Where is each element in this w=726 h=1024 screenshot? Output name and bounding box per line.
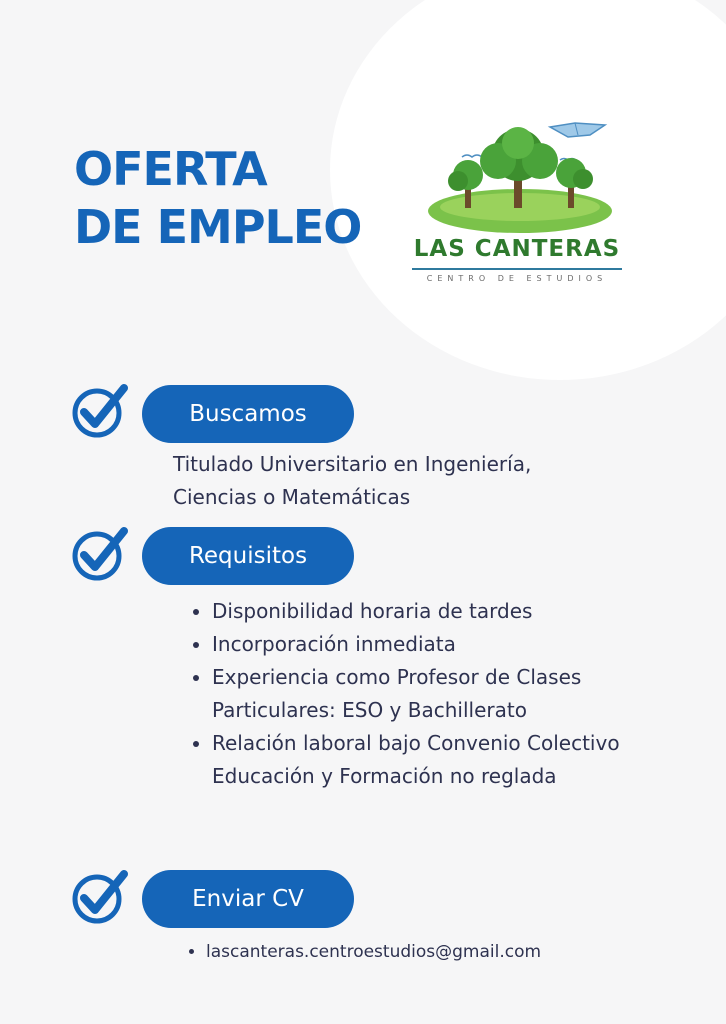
list-item: • Relación laboral bajo Convenio Colectivo Educación y Formación no reglada bbox=[212, 727, 662, 793]
checkmark-circle-icon bbox=[70, 380, 130, 440]
section-buscamos-label: Buscamos bbox=[142, 385, 354, 443]
title-line-2: DE EMPLEO bbox=[74, 200, 362, 254]
section-enviar-cv-label: Enviar CV bbox=[142, 870, 354, 928]
list-item: • Incorporación inmediata bbox=[212, 628, 662, 661]
logo-subtitle: CENTRO DE ESTUDIOS bbox=[426, 274, 608, 283]
email-link[interactable]: • lascanteras.centroestudios@gmail.com bbox=[206, 938, 541, 966]
checkmark-circle-icon bbox=[70, 523, 130, 583]
section-requisitos-label: Requisitos bbox=[142, 527, 354, 585]
list-item: • Experiencia como Profesor de Clases Particulares: ESO y Bachillerato bbox=[212, 661, 662, 727]
buscamos-line-2: Ciencias o Matemáticas bbox=[173, 485, 411, 509]
buscamos-line-1: Titulado Universitario en Ingeniería, bbox=[173, 452, 532, 476]
list-item: • Disponibilidad horaria de tardes bbox=[212, 595, 662, 628]
buscamos-description bbox=[173, 448, 693, 514]
page-title bbox=[74, 140, 361, 256]
requisitos-list bbox=[188, 595, 662, 793]
checkmark-circle-icon bbox=[70, 866, 130, 926]
title-line-1: OFERTA bbox=[74, 142, 267, 196]
email-list bbox=[188, 938, 541, 966]
logo-divider bbox=[412, 268, 622, 270]
logo-name: LAS CANTERAS bbox=[413, 236, 621, 262]
